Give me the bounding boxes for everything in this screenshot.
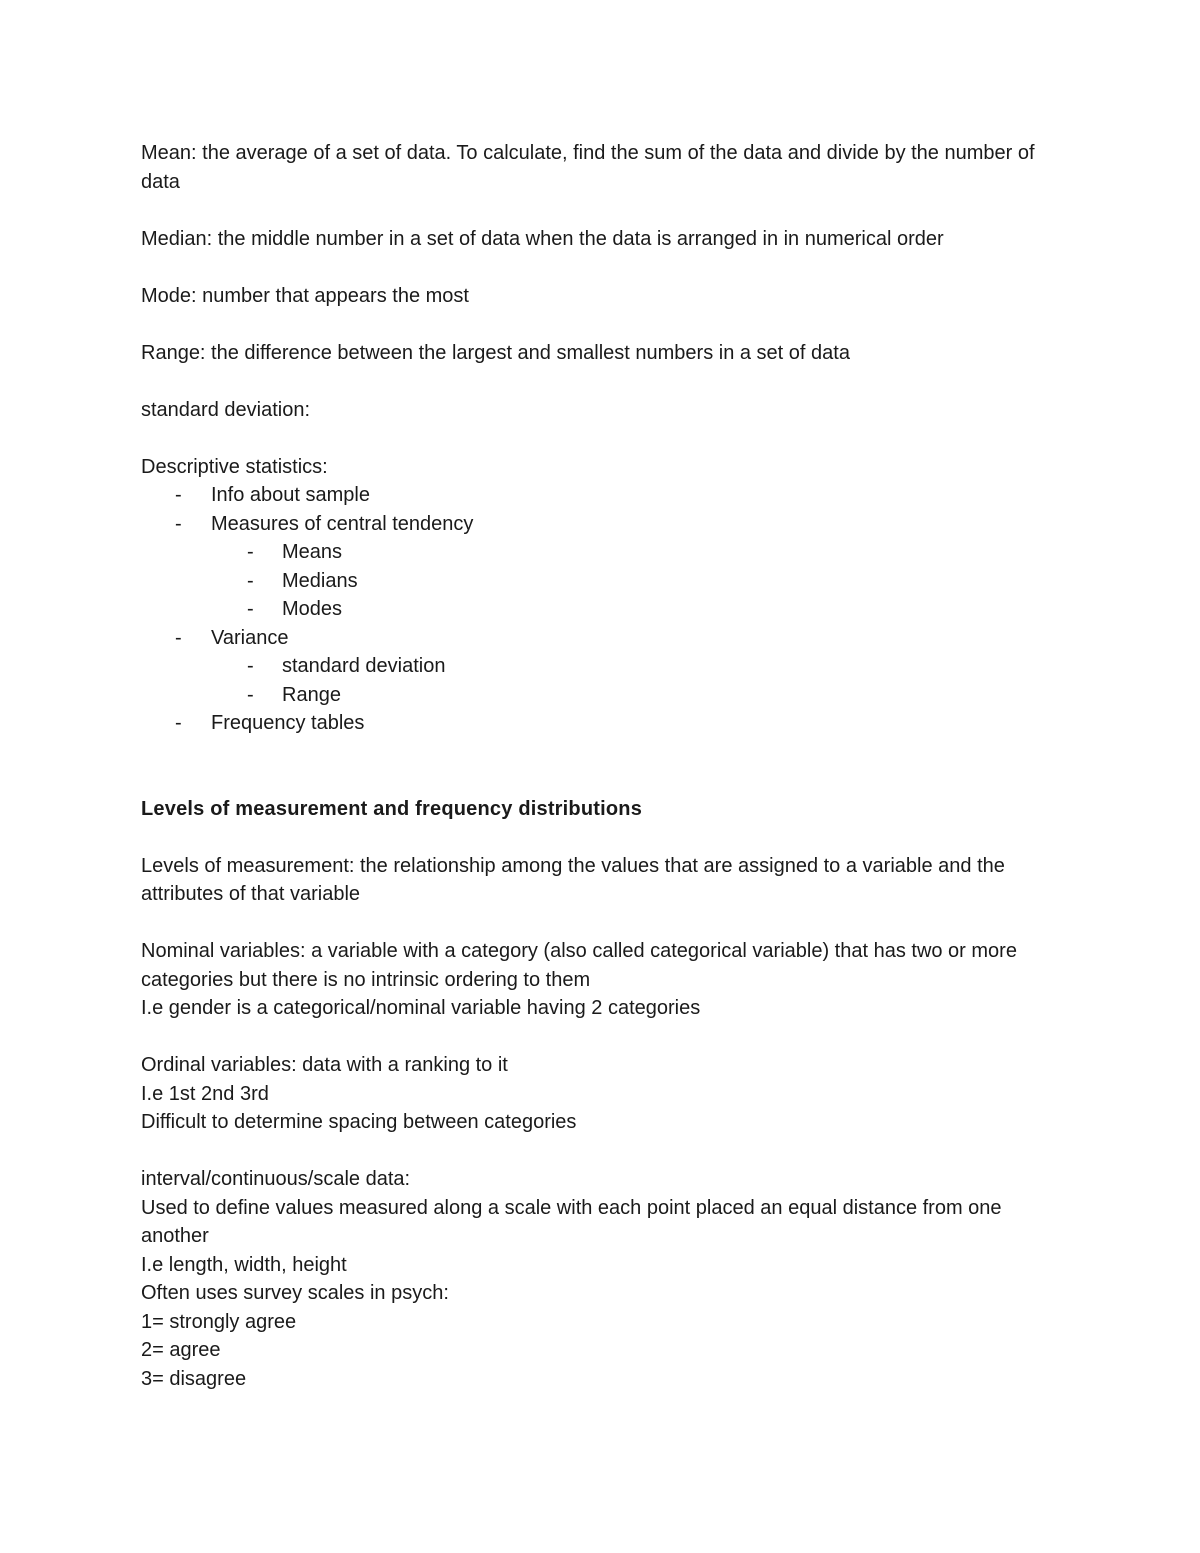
list-item xyxy=(141,624,1061,653)
list-item-label: Measures of central tendency xyxy=(211,512,474,535)
mode-definition: Mode: number that appears the most xyxy=(141,284,469,307)
nominal-example: I.e gender is a categorical/nominal variable having 2 categories xyxy=(141,997,701,1019)
scale-item: 1= strongly agree xyxy=(141,1310,297,1333)
sub-list-item-label: Range xyxy=(282,683,341,706)
ordinal-example: I.e 1st 2nd 3rd xyxy=(141,1082,269,1105)
sub-list-item xyxy=(141,538,1061,567)
levels-of-measurement-definition: Levels of measurement: the relationship among the values that are assigned to a variable and the attributes of that variable xyxy=(141,854,1005,905)
scale-item: 2= agree xyxy=(141,1339,221,1361)
spacer xyxy=(141,909,1061,938)
spacer xyxy=(141,1137,1061,1166)
median-definition: Median: the middle number in a set of data when the data is arranged in in numerical order xyxy=(141,227,944,250)
ordinal-definition: Ordinal variables: data with a ranking to it xyxy=(141,1054,508,1076)
spacer xyxy=(141,738,1061,795)
spacer xyxy=(141,196,1061,225)
descriptive-statistics-list xyxy=(141,481,1061,738)
spacer xyxy=(141,1023,1061,1052)
dash-bullet: - xyxy=(247,541,254,563)
spacer xyxy=(141,424,1061,453)
interval-note: Often uses survey scales in psych: xyxy=(141,1282,449,1304)
document-page xyxy=(141,139,1061,1393)
sub-list-item-label: standard deviation xyxy=(282,655,446,677)
list-item-label: Variance xyxy=(211,626,289,649)
dash-bullet: - xyxy=(175,712,182,734)
spacer xyxy=(141,253,1061,282)
spacer xyxy=(141,823,1061,852)
descriptive-statistics-title: Descriptive statistics: xyxy=(141,455,328,478)
list-item xyxy=(141,510,1061,539)
spacer xyxy=(141,367,1061,396)
sub-list-item-label: Modes xyxy=(282,598,343,620)
sub-list-item-label: Means xyxy=(282,541,343,563)
range-definition: Range: the difference between the largest and smallest numbers in a set of data xyxy=(141,341,850,364)
interval-title: interval/continuous/scale data: xyxy=(141,1168,411,1190)
list-item xyxy=(141,481,1061,510)
list-item-label: Info about sample xyxy=(211,484,370,506)
list-item-label: Frequency tables xyxy=(211,712,365,734)
scale-item: 3= disagree xyxy=(141,1367,247,1390)
dash-bullet: - xyxy=(247,569,254,592)
standard-deviation-definition: standard deviation: xyxy=(141,398,311,421)
spacer xyxy=(141,310,1061,339)
dash-bullet: - xyxy=(247,655,254,677)
interval-definition: Used to define values measured along a scale with each point placed an equal distance from one another xyxy=(141,1196,1002,1247)
sub-list-item xyxy=(141,681,1061,710)
sub-list-item-label: Medians xyxy=(282,569,358,592)
dash-bullet: - xyxy=(175,512,182,535)
sub-list-item xyxy=(141,567,1061,596)
ordinal-note: Difficult to determine spacing between categories xyxy=(141,1111,577,1133)
dash-bullet: - xyxy=(247,683,254,706)
section-heading: Levels of measurement and frequency distributions xyxy=(141,797,643,820)
dash-bullet: - xyxy=(247,598,254,620)
mean-definition: Mean: the average of a set of data. To calculate, find the sum of the data and divide by the number of data xyxy=(141,142,1035,193)
list-item xyxy=(141,709,1061,738)
sub-list-item xyxy=(141,595,1061,624)
dash-bullet: - xyxy=(175,484,182,506)
sub-list-item xyxy=(141,652,1061,681)
dash-bullet: - xyxy=(175,626,182,649)
interval-example: I.e length, width, height xyxy=(141,1253,347,1276)
nominal-definition: Nominal variables: a variable with a category (also called categorical variable) that has two or more categories but there is no intrinsic ordering to them xyxy=(141,940,1017,991)
